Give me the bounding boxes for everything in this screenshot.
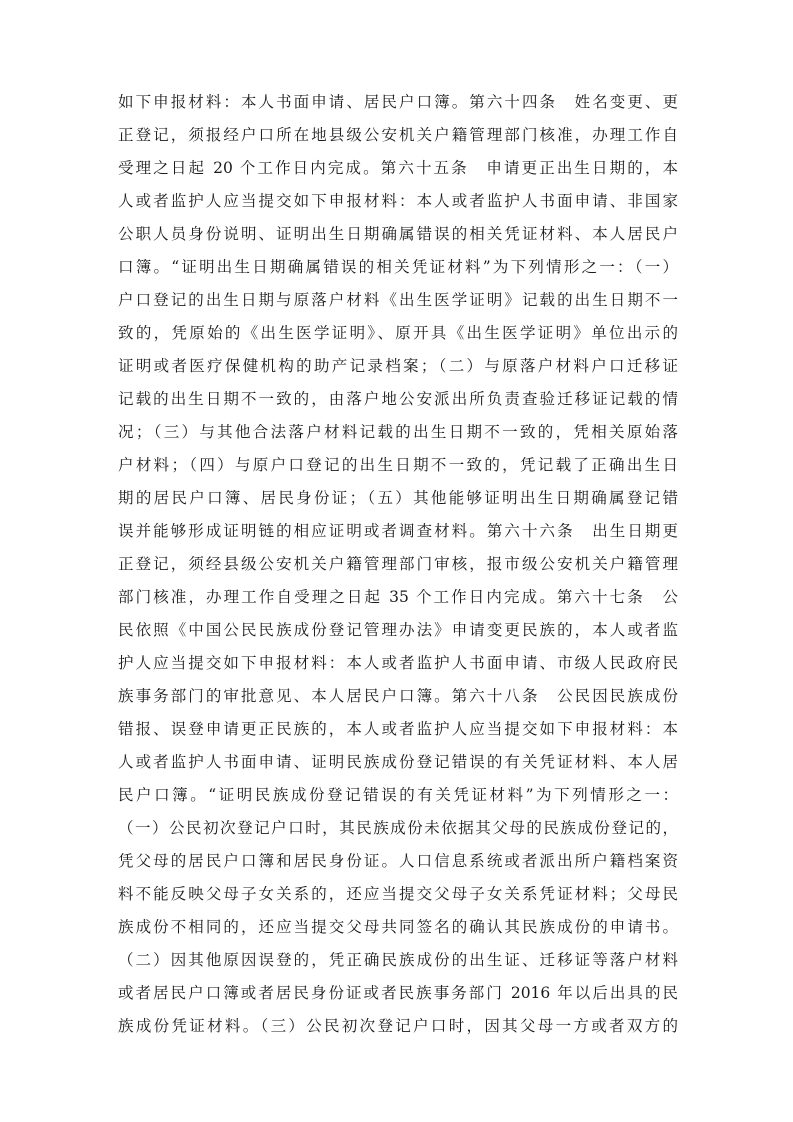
text-line: 公职人员身份说明、证明出生日期确属错误的相关凭证材料、本人居民户 <box>118 225 678 243</box>
text-line: 部门核准，办理工作自受理之日起 35 个工作日内完成。第六十七条 公 <box>118 588 678 606</box>
text-line: 致的，凭原始的《出生医学证明》、原开具《出生医学证明》单位出示的 <box>118 324 678 342</box>
text-line: 期的居民户口簿、居民身份证；（五）其他能够证明出生日期确属登记错 <box>118 489 678 507</box>
text-line: 记载的出生日期不一致的，由落户地公安派出所负责查验迁移证记载的情 <box>118 390 678 408</box>
text-line: 人或者监护人应当提交如下申报材料：本人或者监护人书面申请、非国家 <box>118 192 678 210</box>
text-line: 民依照《中国公民民族成份登记管理办法》申请变更民族的，本人或者监 <box>118 621 678 639</box>
text-line: （二）因其他原因误登的，凭正确民族成份的出生证、迁移证等落户材料 <box>118 951 678 969</box>
text-line: 族成份不相同的，还应当提交父母共同签名的确认其民族成份的申请书。 <box>118 918 678 936</box>
text-line: 或者居民户口簿或者居民身份证或者民族事务部门 2016 年以后出具的民 <box>118 984 678 1002</box>
text-line: （一）公民初次登记户口时，其民族成份未依据其父母的民族成份登记的， <box>118 819 678 837</box>
text-line: 受理之日起 20 个工作日内完成。第六十五条 申请更正出生日期的，本 <box>118 159 678 177</box>
text-line: 民户口簿。“证明民族成份登记错误的有关凭证材料”为下列情形之一： <box>118 786 678 804</box>
text-line: 正登记，须报经户口所在地县级公安机关户籍管理部门核准，办理工作自 <box>118 126 678 144</box>
text-line: 户材料；（四）与原户口登记的出生日期不一致的，凭记载了正确出生日 <box>118 456 678 474</box>
text-line: 护人应当提交如下申报材料：本人或者监护人书面申请、市级人民政府民 <box>118 654 678 672</box>
text-line: 户口登记的出生日期与原落户材料《出生医学证明》记载的出生日期不一 <box>118 291 678 309</box>
text-line: 如下申报材料：本人书面申请、居民户口簿。第六十四条 姓名变更、更 <box>118 93 678 111</box>
text-line: 错报、误登申请更正民族的，本人或者监护人应当提交如下申报材料：本 <box>118 720 678 738</box>
text-line: 族成份凭证材料。（三）公民初次登记户口时，因其父母一方或者双方的 <box>118 1017 678 1035</box>
text-line: 况；（三）与其他合法落户材料记载的出生日期不一致的，凭相关原始落 <box>118 423 678 441</box>
text-line: 口簿。“证明出生日期确属错误的相关凭证材料”为下列情形之一：（一） <box>118 258 678 276</box>
text-line: 料不能反映父母子女关系的，还应当提交父母子女关系凭证材料；父母民 <box>118 885 678 903</box>
text-line: 凭父母的居民户口簿和居民身份证。人口信息系统或者派出所户籍档案资 <box>118 852 678 870</box>
body-text <box>118 86 678 1043</box>
text-line: 证明或者医疗保健机构的助产记录档案；（二）与原落户材料户口迁移证 <box>118 357 678 375</box>
text-line: 族事务部门的审批意见、本人居民户口簿。第六十八条 公民因民族成份 <box>118 687 678 705</box>
text-line: 人或者监护人书面申请、证明民族成份登记错误的有关凭证材料、本人居 <box>118 753 678 771</box>
text-line: 误并能够形成证明链的相应证明或者调查材料。第六十六条 出生日期更 <box>118 522 678 540</box>
text-line: 正登记，须经县级公安机关户籍管理部门审核，报市级公安机关户籍管理 <box>118 555 678 573</box>
